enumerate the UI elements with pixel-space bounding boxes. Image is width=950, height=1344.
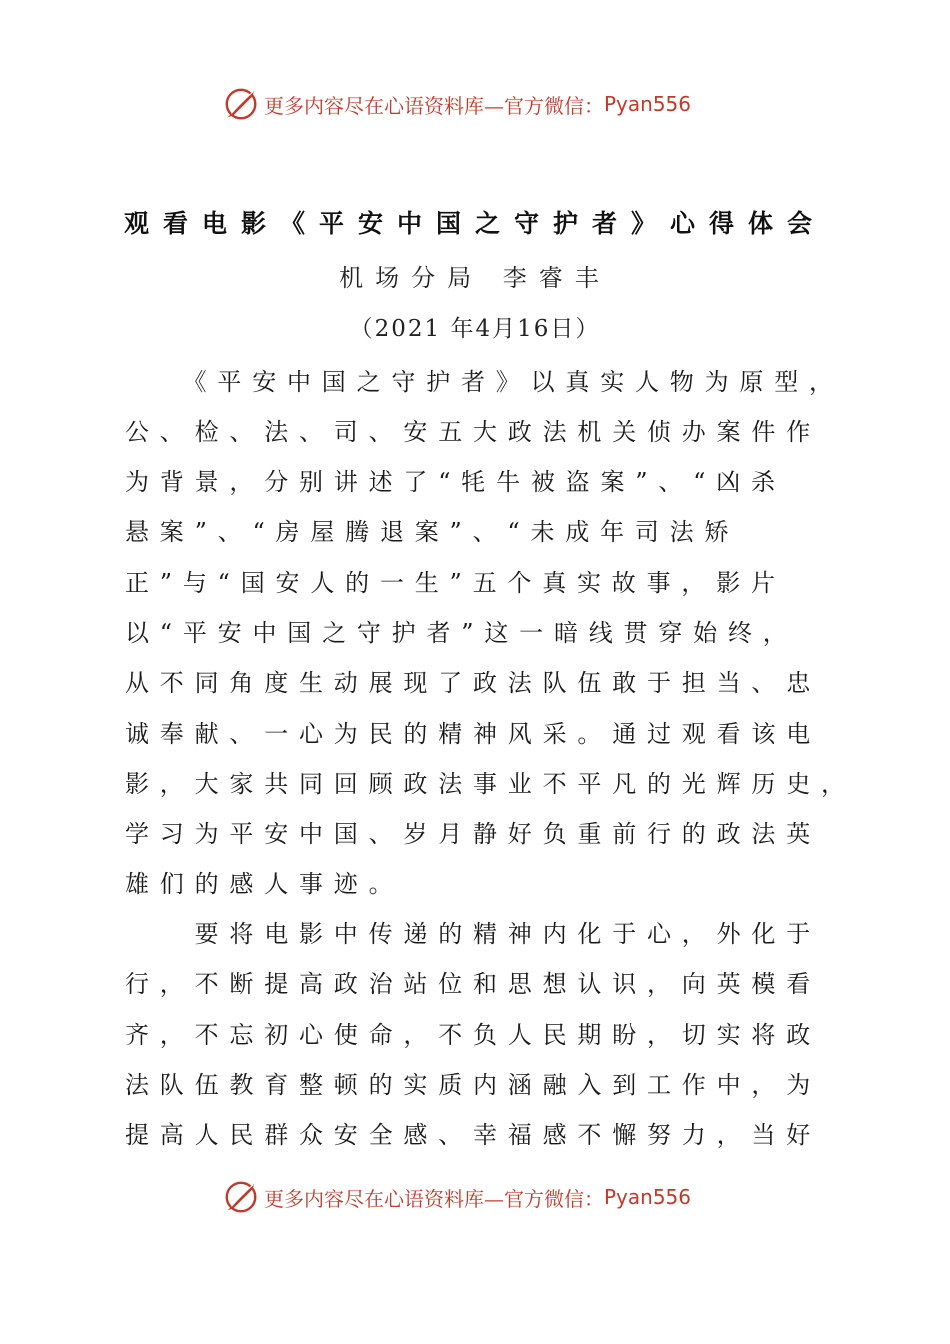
body-line: 影，大家共同回顾政法事业不平凡的光辉历史，: [125, 770, 856, 798]
banner-wechat-id: Pyan556: [604, 92, 692, 116]
body-line: 诚奉献、一心为民的精神风采。通过观看该电: [125, 720, 821, 748]
footer-banner: [222, 1175, 691, 1219]
body-line: 从不同角度生动展现了政法队伍敢于担当、忠: [125, 669, 821, 697]
body-line: 齐，不忘初心使命，不负人民期盼，切实将政: [125, 1021, 821, 1049]
banner-text: 更多内容尽在心语资料库—官方微信：: [264, 1186, 604, 1211]
document-title: 观看电影《平安中国之守护者》心得体会: [123, 209, 826, 238]
body-line: 法队伍教育整顿的实质内涵融入到工作中，为: [125, 1071, 821, 1099]
body-line: 公、检、法、司、安五大政法机关侦办案件作: [125, 418, 821, 446]
body-line: 以“平安中国之守护者”这一暗线贯穿始终，: [125, 619, 798, 647]
quill-logo-icon: [222, 85, 260, 123]
body-line: 雄们的感人事迹。: [125, 870, 404, 898]
body-line: 学习为平安中国、岁月静好负重前行的政法英: [125, 820, 821, 848]
header-banner: [222, 82, 691, 126]
body-line: 行，不断提高政治站位和思想认识，向英模看: [125, 970, 821, 998]
body-line: 为背景，分别讲述了“牦牛被盗案”、“凶杀: [125, 468, 786, 496]
body-line: 提高人民群众安全感、幸福感不懈努力，当好: [125, 1121, 821, 1149]
body-line: 要将电影中传递的精神内化于心，外化于: [125, 920, 821, 948]
document-date: （2021 年4月16日）: [349, 316, 601, 342]
document-author: 机场分局 李睿丰: [339, 264, 611, 292]
body-line: 正”与“国安人的一生”五个真实故事，影片: [125, 569, 786, 597]
banner-text: 更多内容尽在心语资料库—官方微信：: [264, 93, 604, 118]
quill-logo-icon: [222, 1178, 260, 1216]
body-line: 《平安中国之守护者》以真实人物为原型，: [125, 368, 844, 396]
body-line: 悬案”、“房屋腾退案”、“未成年司法矫: [125, 518, 740, 546]
banner-wechat-id: Pyan556: [604, 1185, 692, 1209]
